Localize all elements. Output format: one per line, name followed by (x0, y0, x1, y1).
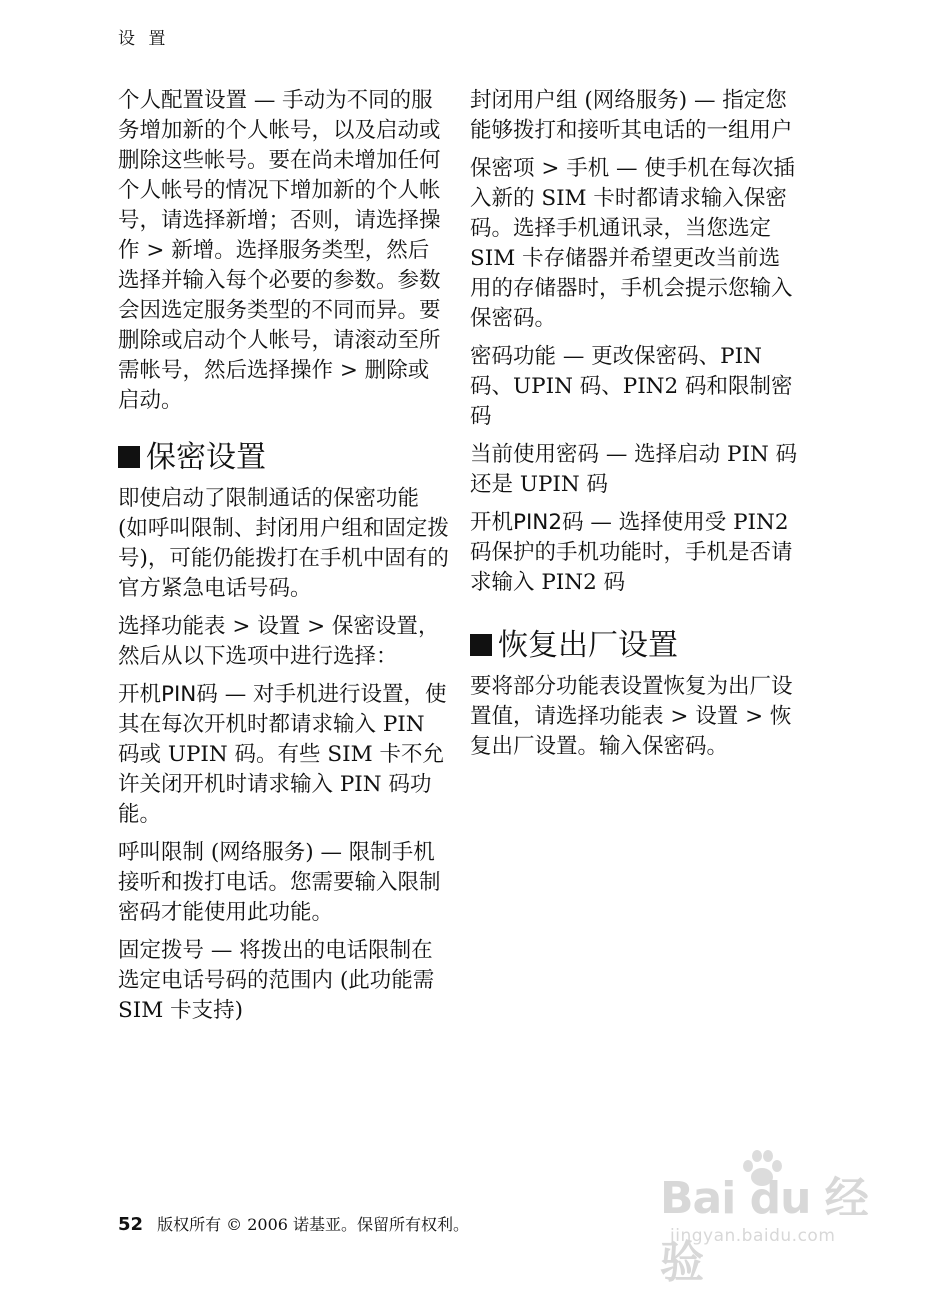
call-barring-paragraph (118, 838, 450, 928)
text: (网络服务) — 指定您能够拨打和接听其电话的一组用户 (470, 88, 793, 143)
baidu-watermark (660, 1140, 910, 1288)
security-level-paragraph (470, 154, 798, 334)
text: 。 (161, 388, 183, 413)
restore-paragraph (470, 672, 798, 762)
separator: > (300, 614, 332, 639)
text: — 选择启动 PIN 码还是 UPIN 码 (470, 442, 798, 497)
text: ；否则，请选择 (268, 208, 420, 233)
term-options: 操作 (118, 208, 441, 263)
separator: > (534, 156, 567, 181)
copyright-notice: 版权所有 © 2006 诺基亚。保留所有权利。 (157, 1215, 470, 1234)
running-header: 设 置 (118, 29, 170, 49)
left-column (118, 86, 450, 1034)
section-heading-restore (470, 626, 798, 666)
page-number: 52 (118, 1214, 144, 1235)
term-access-codes: 密码功能 (470, 344, 557, 369)
heading-text: 保密设置 (146, 440, 266, 475)
security-intro-paragraph: 即使启动了限制通话的保密功能 (如呼叫限制、封闭用户组和固定拨号)，可能仍能拨打在手机中固有的官方紧急电话号码。 (118, 486, 449, 601)
text: (网络服务) — 限制手机接听和拨打电话。您需要输入限制密码才能使用此功能。 (118, 840, 441, 925)
term-fixed-dialing: 固定拨号 (118, 938, 205, 963)
term-security-level: 保密项 (470, 156, 535, 181)
term-new: 新增 (225, 208, 269, 233)
code-in-use-paragraph (470, 440, 798, 500)
text: — 手动为不同的服务增加新的个人帐号，以及启动或删除这些帐号。要在尚未增加任何个人帐号的情况下增加新的个人帐号，请选择 (118, 88, 441, 233)
term-menu: 功能表 (599, 704, 664, 729)
right-column (470, 86, 798, 770)
term-options: 操作 (290, 358, 334, 383)
term-new: 新增 (171, 238, 215, 263)
text: 。输入保密码。 (577, 734, 729, 759)
text: 。选择服务类型，然后选择并输入每个必要的参数。参数会因选定服务类型的不同而异。要删除或启动个人帐号，请滚动至所需帐号，然后选择 (118, 238, 441, 383)
access-codes-paragraph (470, 342, 798, 432)
term-settings: 设置 (695, 704, 739, 729)
separator: > (333, 358, 365, 383)
text: — 更改保密码、PIN 码、UPIN 码、PIN2 码和限制密码 (470, 344, 793, 429)
watermark-url: jingyan.baidu.com (670, 1226, 836, 1246)
term-delete: 删除 (364, 358, 408, 383)
term-call-barring: 呼叫限制 (118, 840, 205, 865)
baidu-logo-text: Bai du 经验 (660, 1173, 868, 1288)
term-settings: 设置 (257, 614, 301, 639)
text: 选择 (118, 614, 162, 639)
term-pin2-request: 开机PIN2码 (470, 510, 584, 535)
text: 或 (407, 358, 430, 383)
term-code-in-use: 当前使用密码 (470, 442, 600, 467)
term-phone-contacts: 手机通讯录 (556, 216, 664, 241)
text: — 使手机在每次插入新的 SIM 卡时都请求输入保密码。选择 (470, 156, 795, 241)
text: — 选择使用受 PIN2 码保护的手机功能时，手机是否请求输入 PIN2 码 (470, 510, 793, 595)
term-security-settings: 保密设置 (331, 614, 418, 639)
separator: > (139, 238, 172, 263)
pin-request-paragraph (118, 680, 450, 830)
separator: > (663, 704, 696, 729)
term-personal-config: 个人配置设置 (118, 88, 248, 113)
select-path-paragraph (118, 612, 450, 672)
term-menu: 功能表 (161, 614, 226, 639)
term-restore-factory: 恢复出厂设置 (470, 704, 792, 759)
separator: > (225, 614, 258, 639)
square-bullet-icon (118, 446, 140, 468)
term-closed-user-group: 封闭用户组 (470, 88, 578, 113)
text: ，当您选定 SIM 卡存储器并希望更改当前选用的存储器时，手机会提示您输入保密码。 (470, 216, 793, 331)
heading-text: 恢复出厂设置 (498, 628, 678, 663)
personal-config-paragraph (118, 86, 450, 416)
section-heading-security (118, 438, 450, 478)
closed-user-group-paragraph (470, 86, 798, 146)
page-footer (118, 1212, 469, 1235)
pin2-request-paragraph (470, 508, 798, 598)
text: — 将拨出的电话限制在选定电话号码的范围内 (此功能需 SIM 卡支持) (118, 938, 435, 1023)
separator: > (738, 704, 770, 729)
text: — 对手机进行设置，使其在每次开机时都请求输入 PIN 码或 UPIN 码。有些 SIM 卡不允许关闭开机时请求输入 PIN 码功能。 (118, 682, 447, 827)
term-phone: 手机 (566, 156, 610, 181)
fixed-dialing-paragraph (118, 936, 450, 1026)
square-bullet-icon (470, 634, 492, 656)
text: 要将部分功能表设置恢复为出厂设置值，请选择 (470, 674, 793, 729)
term-activate: 启动 (118, 388, 162, 413)
term-pin-request: 开机PIN码 (118, 682, 218, 707)
text: ，然后从以下选项中进行选择： (118, 614, 440, 669)
